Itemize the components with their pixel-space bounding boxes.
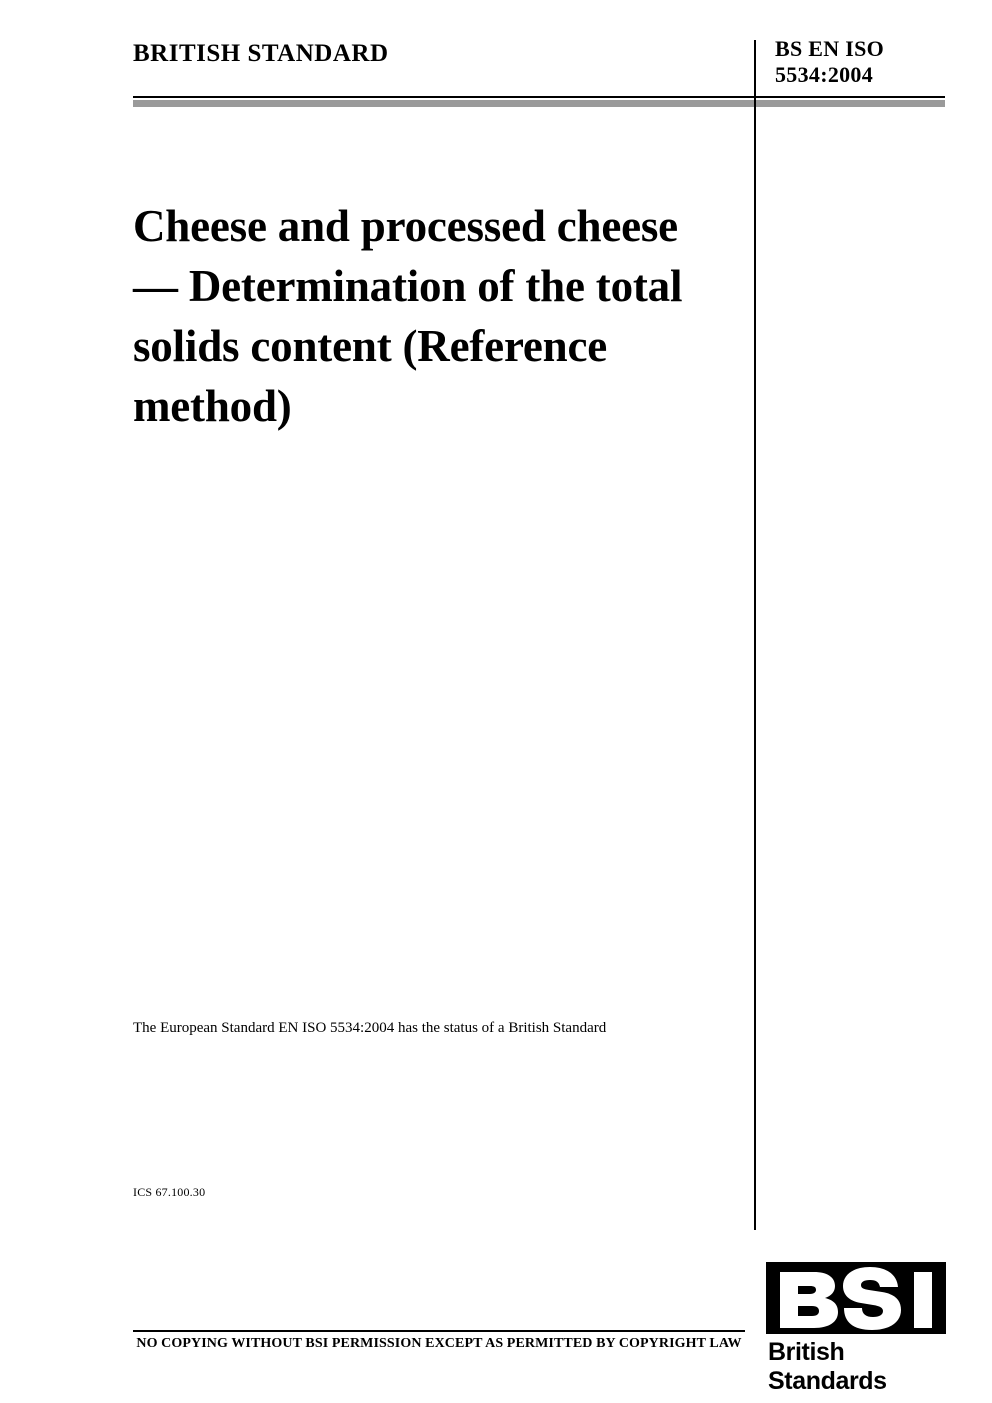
standard-reference-line1: BS EN ISO (775, 36, 885, 61)
document-title: Cheese and processed cheese — Determination of the total solids content (Reference method) (133, 201, 683, 431)
standard-reference (775, 36, 955, 88)
british-standard-label: BRITISH STANDARD (133, 40, 389, 67)
header-rule-thick (133, 100, 945, 107)
page-header (133, 36, 945, 100)
bsi-logo-icon (766, 1262, 946, 1334)
bsi-logo (766, 1262, 946, 1395)
status-note: The European Standard EN ISO 5534:2004 has the status of a British Standard (133, 1020, 607, 1036)
vertical-divider (754, 40, 756, 1230)
footer-rule (133, 1330, 745, 1332)
header-rule-thin (133, 96, 945, 98)
copyright-notice: NO COPYING WITHOUT BSI PERMISSION EXCEPT AS PERMITTED BY COPYRIGHT LAW (136, 1336, 742, 1351)
standard-reference-line2: 5534:2004 (775, 62, 874, 87)
ics-code: ICS 67.100.30 (133, 1185, 206, 1199)
bsi-wordmark: British Standards (768, 1338, 887, 1395)
